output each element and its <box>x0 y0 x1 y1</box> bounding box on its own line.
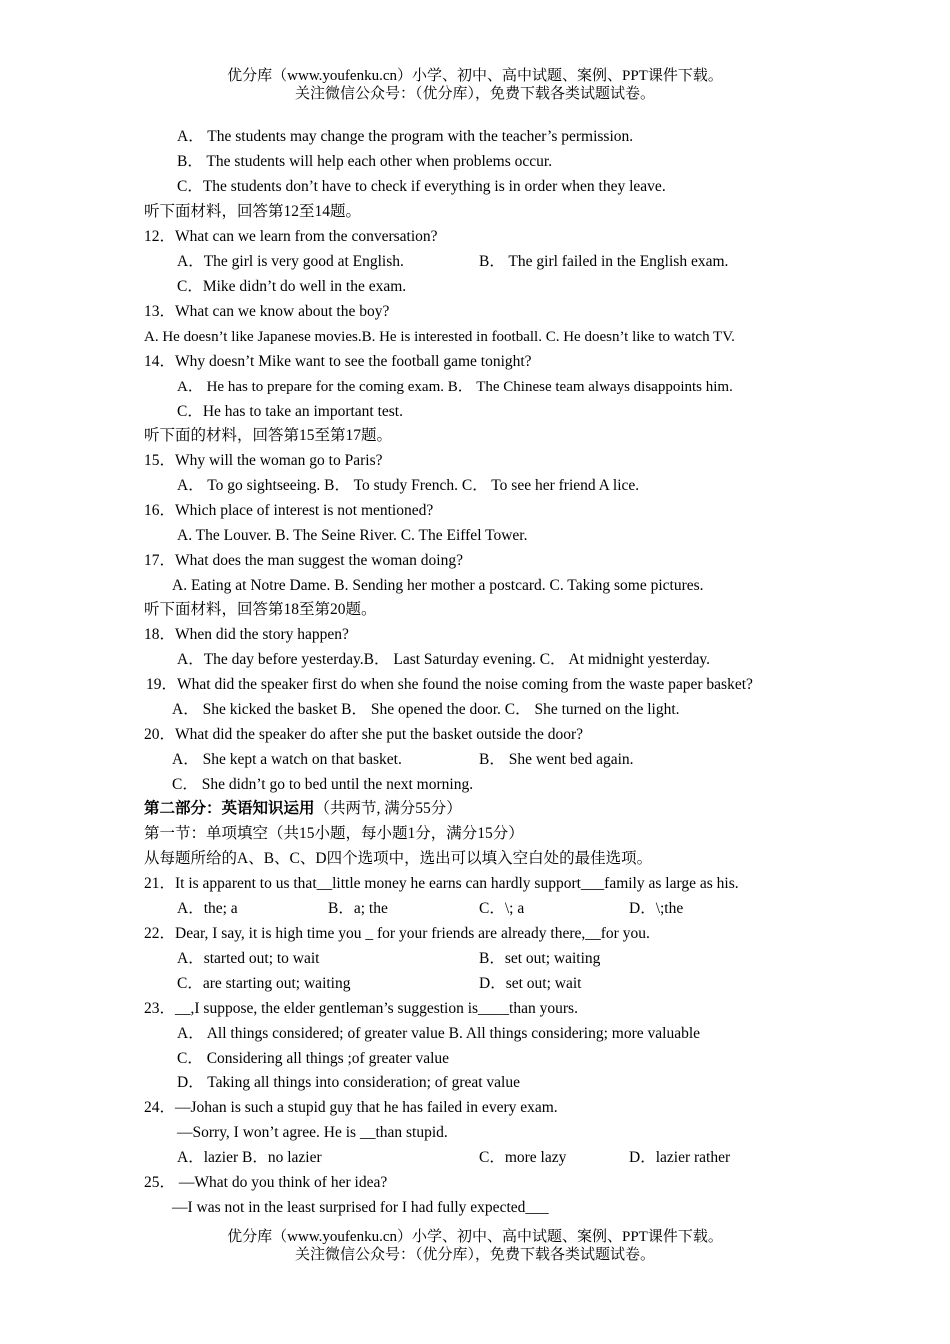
part2-title: 第二部分：英语知识运用 <box>144 800 315 817</box>
q23-options-ab: A． All things considered; of greater value B. All things considering; more valuable <box>177 1025 701 1042</box>
q12-option-b: B． The girl failed in the English exam. <box>479 253 729 270</box>
q12-stem: 12．What can we learn from the conversation? <box>144 228 438 245</box>
q22-option-c: C．are starting out; waiting <box>177 975 351 992</box>
q21-option-b: B．a; the <box>328 900 388 917</box>
q21-option-c: C．\; a <box>479 900 525 917</box>
q13-stem: 13．What can we know about the boy? <box>144 303 390 320</box>
q12-option-a: A．The girl is very good at English. <box>177 253 404 270</box>
part2-title-note: （共两节, 满分55分） <box>314 800 462 817</box>
q20-option-b: B． She went bed again. <box>479 751 634 768</box>
header-line-2: 关注微信公众号：（优分库），免费下载各类试题试卷。 <box>294 86 655 102</box>
q21-option-d: D．\;the <box>629 900 684 917</box>
q19-options: A． She kicked the basket B． She opened the door. C． She turned on the light. <box>172 701 680 718</box>
q24-stem: 24．—Johan is such a stupid guy that he has failed in every exam. <box>144 1099 558 1116</box>
q23-option-d: D． Taking all things into consideration; of great value <box>177 1074 520 1091</box>
q22-option-d: D．set out; wait <box>479 975 582 992</box>
q14-option-c: C．He has to take an important test. <box>177 403 403 420</box>
section1-instruction: 从每题所给的A、B、C、D四个选项中，选出可以填入空白处的最佳选项。 <box>144 850 653 867</box>
q18-stem: 18．When did the story happen? <box>144 626 349 643</box>
q16-stem: 16．Which place of interest is not mentioned? <box>144 502 434 519</box>
footer-line-1: 优分库（www.youfenku.cn）小学、初中、高中试题、案例、PPT课件下载。 <box>227 1229 723 1245</box>
q24-options-ab: A．lazier B．no lazier <box>177 1149 322 1166</box>
footer-line-2: 关注微信公众号：（优分库），免费下载各类试题试卷。 <box>294 1247 655 1263</box>
q17-options: A. Eating at Notre Dame. B. Sending her mother a postcard. C. Taking some pictures. <box>172 577 704 594</box>
q11-option-c: C．The students don’t have to check if everything is in order when they leave. <box>177 178 666 195</box>
q14-stem: 14．Why doesn’t Mike want to see the football game tonight? <box>144 353 532 370</box>
q21-option-a: A．the; a <box>177 900 238 917</box>
q21-stem: 21．It is apparent to us that__little money he earns can hardly support___family as large as his. <box>144 875 739 892</box>
q24-option-d: D．lazier rather <box>629 1149 731 1166</box>
q22-option-a: A．started out; to wait <box>177 950 320 967</box>
instruction-12-14: 听下面材料，回答第12至14题。 <box>144 203 362 220</box>
q20-stem: 20．What did the speaker do after she put the basket outside the door? <box>144 726 584 743</box>
q16-options: A. The Louver. B. The Seine River. C. The Eiffel Tower. <box>177 527 528 544</box>
part2-heading <box>144 799 462 819</box>
q13-options: A. He doesn’t like Japanese movies.B. He is interested in football. C. He doesn’t like to watch TV. <box>144 329 735 345</box>
q24-reply: —Sorry, I won’t agree. He is __than stupid. <box>177 1124 448 1141</box>
q20-option-c: C． She didn’t go to bed until the next morning. <box>172 776 474 793</box>
q11-option-a: A． The students may change the program with the teacher’s permission. <box>177 128 634 145</box>
q23-stem: 23．__,I suppose, the elder gentleman’s suggestion is____than yours. <box>144 1000 578 1017</box>
q23-option-c: C． Considering all things ;of greater value <box>177 1050 450 1067</box>
q15-stem: 15．Why will the woman go to Paris? <box>144 452 383 469</box>
q11-option-b: B． The students will help each other when problems occur. <box>177 153 553 170</box>
q14-options-ab: A． He has to prepare for the coming exam. B． The Chinese team always disappoints him. <box>177 379 733 395</box>
header-line-1: 优分库（www.youfenku.cn）小学、初中、高中试题、案例、PPT课件下载。 <box>227 68 723 84</box>
q12-option-c: C．Mike didn’t do well in the exam. <box>177 278 407 295</box>
q22-stem: 22．Dear, I say, it is high time you _ for your friends are already there,__for you. <box>144 925 650 942</box>
q24-option-c: C．more lazy <box>479 1149 567 1166</box>
instruction-18-20: 听下面材料，回答第18至第20题。 <box>144 601 377 618</box>
instruction-15-17: 听下面的材料，回答第15至第17题。 <box>144 427 393 444</box>
q22-option-b: B．set out; waiting <box>479 950 601 967</box>
q19-stem: 19．What did the speaker first do when she found the noise coming from the waste paper basket? <box>146 676 753 693</box>
q17-stem: 17．What does the man suggest the woman doing? <box>144 552 463 569</box>
q25-reply: —I was not in the least surprised for I had fully expected___ <box>172 1199 549 1216</box>
section1-title: 第一节：单项填空（共15小题，每小题1分，满分15分） <box>144 825 524 842</box>
q18-options: A．The day before yesterday.B． Last Saturday evening. C． At midnight yesterday. <box>177 651 711 668</box>
q25-stem: 25． —What do you think of her idea? <box>144 1174 388 1191</box>
q15-options: A． To go sightseeing. B． To study French. C． To see her friend A lice. <box>177 477 640 494</box>
q20-option-a: A． She kept a watch on that basket. <box>172 751 402 768</box>
